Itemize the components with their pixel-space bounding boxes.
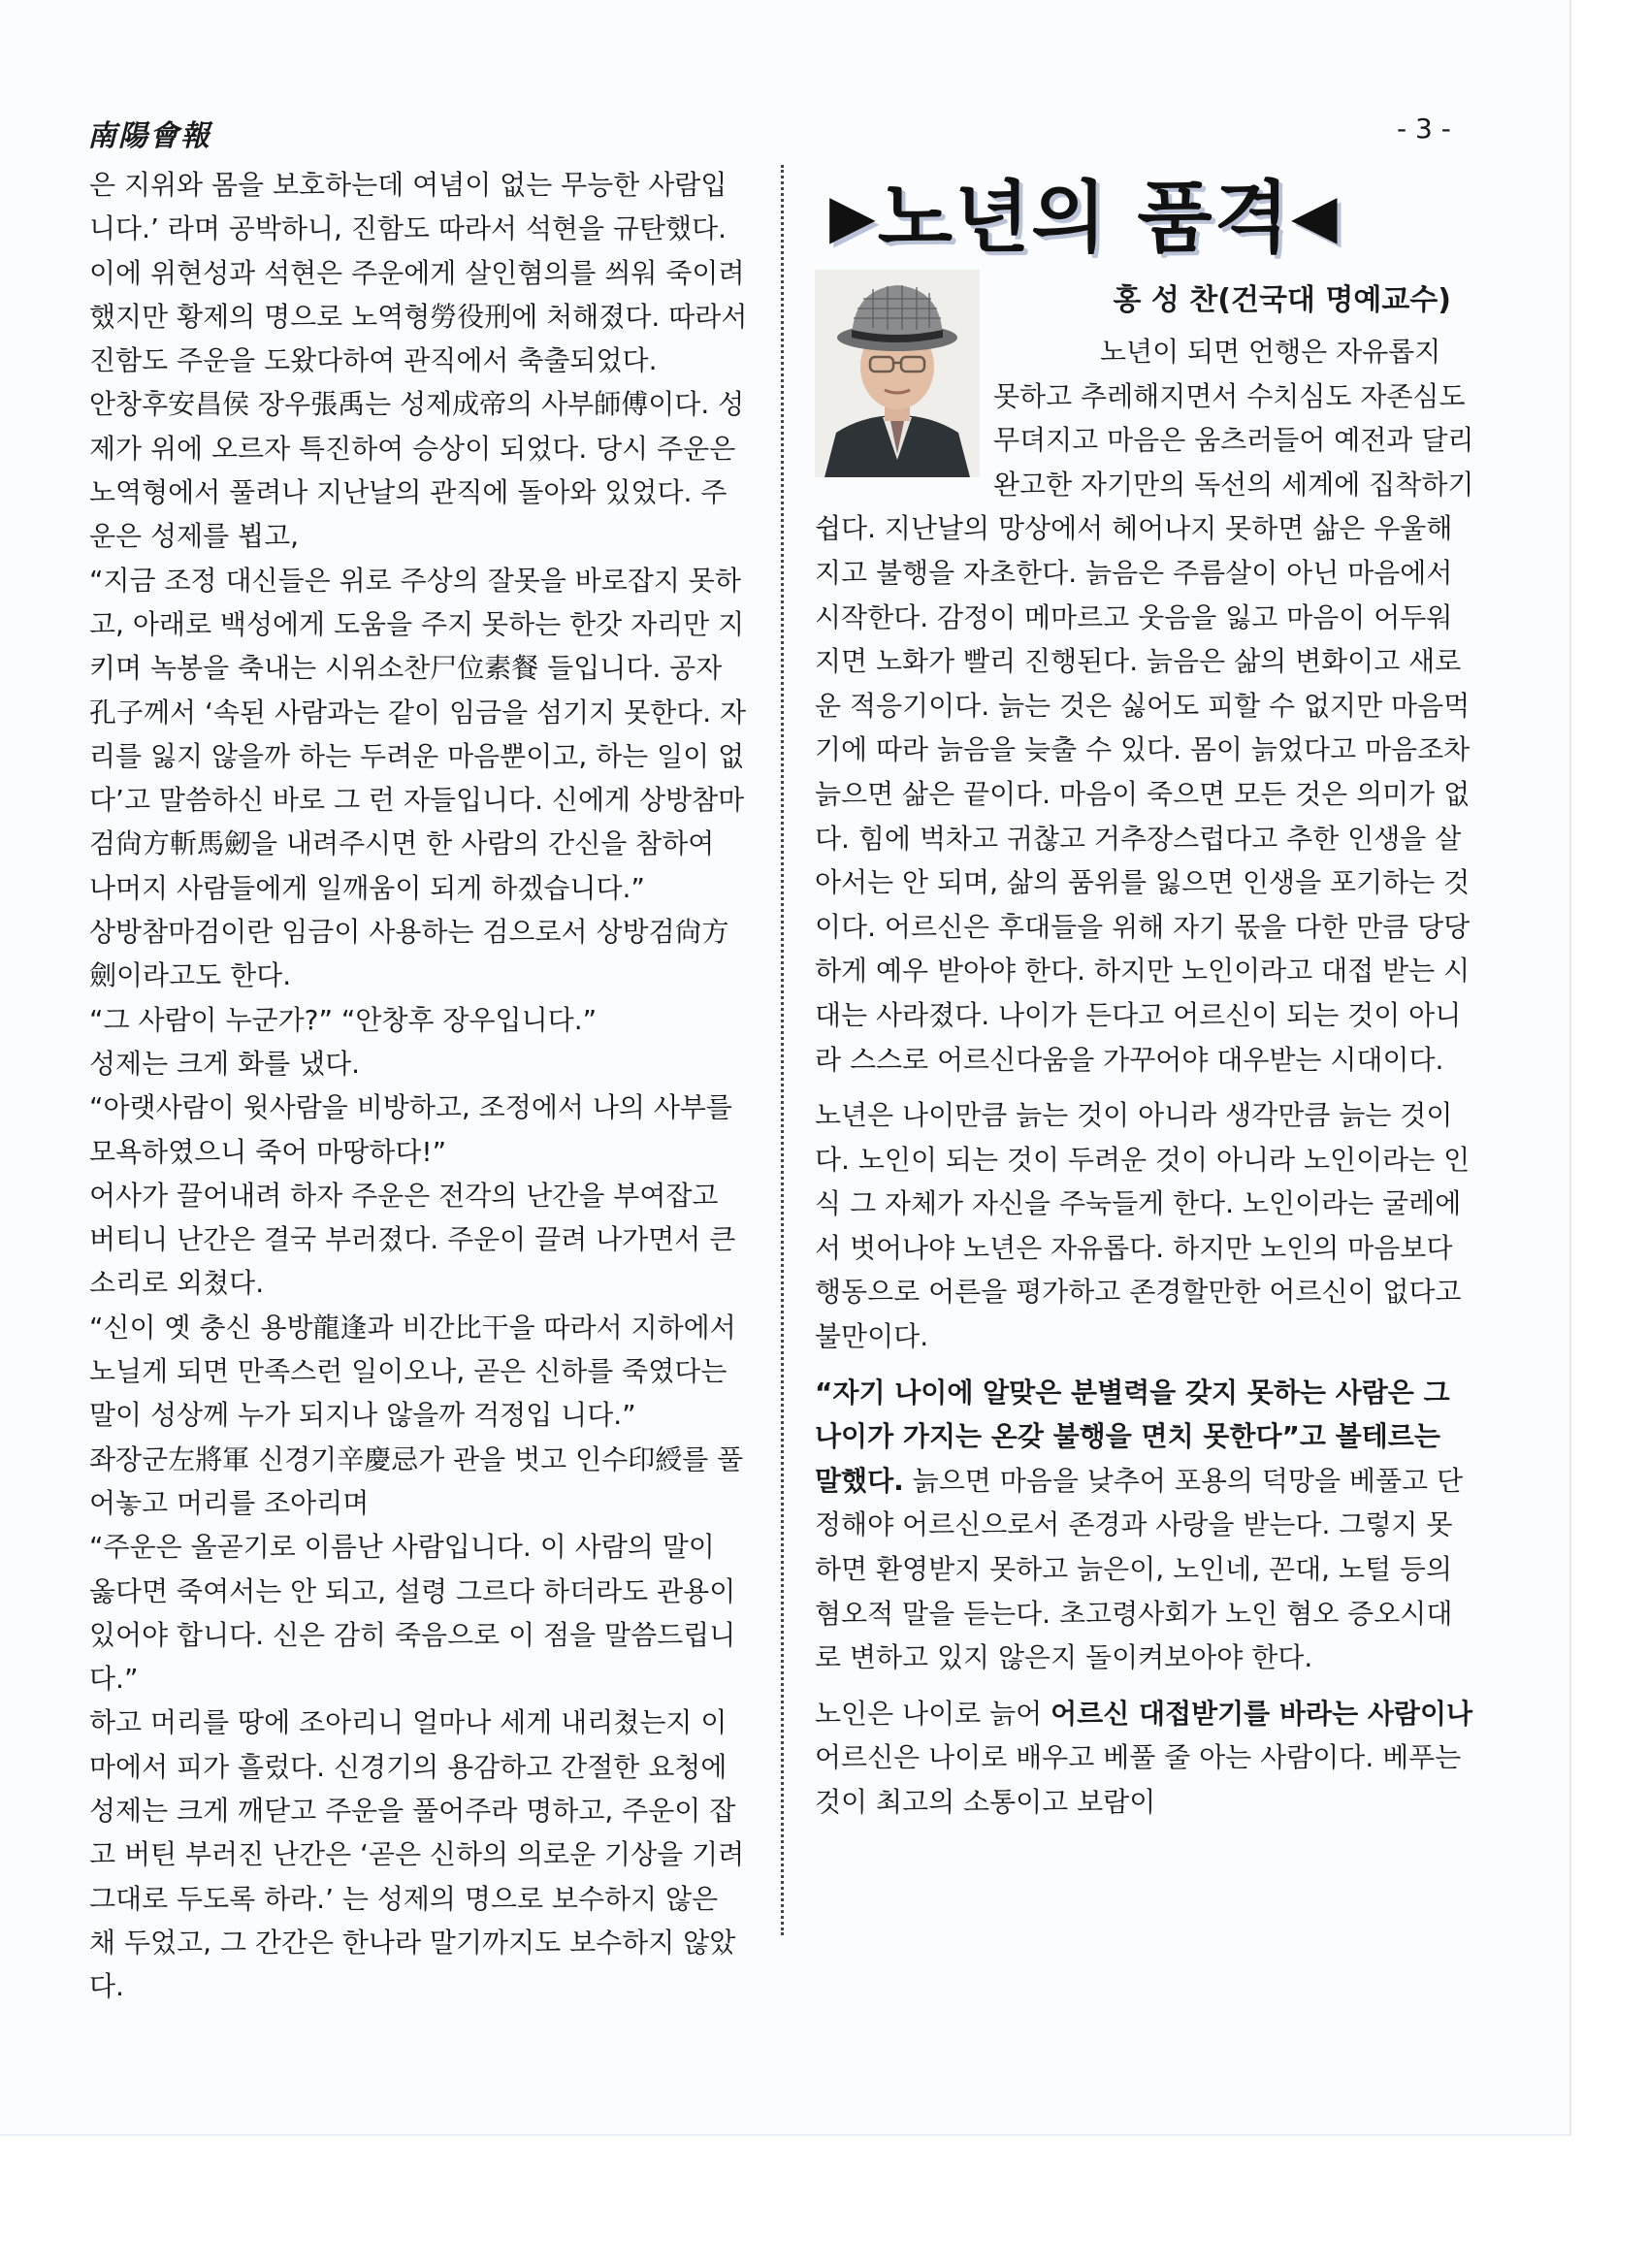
article-paragraph: 노년은 나이만큼 늙는 것이 아니라 생각만큼 늙는 것이다. 노인이 되는 것이 두려운 것이 아니라 노인이라는 인식 그 자체가 자신을 주눅들게 한다. 노인이라는 굴레에서 벗어나야 노년은 자유롭다. 하지만 노인의 마음보다 행동으로 어른을 평가하고 존경할만한 어르신이 없다고 불만이다. xyxy=(815,1099,1471,1353)
article-paragraph-text: 어르신은 나이로 배우고 베풀 줄 아는 사람이다. 베푸는 것이 최고의 소통이고 보람이 xyxy=(815,1741,1462,1818)
article-paragraph: 노년이 되면 언행은 자유롭지 못하고 추레해지면서 수치심도 자존심도 무뎌지고 마음은 움츠러들어 예전과 달리 완고한 자기만의 독선의 세계에 집착하기 쉽다. 지난날의 망상에서 헤어나지 못하면 삶은 우울해지고 불행을 자초한다. 늙음은 주름살이 아닌 마음에서 시작한다. 감정이 메마르고 웃음을 잃고 마음이 어두워지면 노화가 빨리 진행된다. 늙음은 삶의 변화이고 새로운 적응기이다. 늙는 것은 싫어도 피할 수 없지만 마음먹기에 따라 늙음을 늦출 수 있다. 몸이 늙었다고 마음조차 늙으면 삶은 끝이다. 마음이 죽으면 모든 것은 의미가 없다. 힘에 벅차고 귀찮고 거추장스럽다고 추한 인생을 살아서는 안 되며, 삶의 품위를 잃으면 인생을 포기하는 것이다. 어르신은 후대들을 위해 자기 몫을 다한 만큼 당당하게 예우 받아야 한다. 하지만 노인이라고 대접 받는 시대는 사라졌다. 나이가 든다고 어르신이 되는 것이 아니라 스스로 어르신다움을 가꾸어야 대우받는 시대이다. xyxy=(815,336,1474,1076)
voltaire-quote: “자기 나이에 알맞은 분별력을 갖지 못하는 사람은 그 나이가 가지는 온갖 불행을 면치 못한다”고 볼테르는 말했다. xyxy=(815,1376,1450,1497)
author-byline: 홍 성 찬(건국대 명예교수) xyxy=(1113,283,1451,317)
right-arrow-icon: ▶ xyxy=(829,180,878,251)
left-column xyxy=(89,163,749,2008)
left-paragraph: 안창후安昌侯 장우張禹는 성제成帝의 사부師傅이다. 성제가 위에 오르자 특진하여 승상이 되었다. 당시 주운은 노역형에서 풀려나 지난날의 관직에 돌아와 있었다. 주운은 성제를 뵙고, xyxy=(89,388,745,553)
left-paragraph: 성제는 크게 화를 냈다. xyxy=(89,1047,361,1080)
left-paragraph: “주운은 올곧기로 이름난 사람입니다. 이 사람의 말이 옳다면 죽여서는 안 되고, 설령 그르다 하더라도 관용이 있어야 합니다. 신은 감히 죽음으로 이 점을 말씀드립니다.” xyxy=(89,1531,736,1696)
left-paragraph: “아랫사람이 윗사람을 비방하고, 조정에서 나의 사부를 모욕하였으니 죽어 마땅하다!” xyxy=(89,1091,732,1168)
article-quote-paragraph xyxy=(815,1371,1474,1680)
left-paragraph: 하고 머리를 땅에 조아리니 얼마나 세게 내리쳤는지 이마에서 피가 흘렀다. 신경기의 용감하고 간절한 요청에 성제는 크게 깨닫고 주운을 풀어주라 명하고, 주운이 잡고 버틴 부러진 난간은 ‘곧은 신하의 의로운 기상을 기려 그대로 두도록 하라.’ 는 성제의 명으로 보수하지 않은 채 두었고, 그 간간은 한나라 말기까지도 보수하지 않았다. xyxy=(89,1706,745,2003)
article-paragraph-text: 늙으면 마음을 낮추어 포용의 덕망을 베풀고 단정해야 어르신으로서 존경과 사랑을 받는다. 그렇지 못하면 환영받지 못하고 늙은이, 노인네, 꼰대, 노털 등의 혐오적 말을 듣는다. 초고령사회가 노인 혐오 증오시대로 변하고 있지 않은지 돌이켜보아야 한다. xyxy=(815,1464,1463,1674)
author-portrait-image xyxy=(815,270,980,477)
newsletter-masthead: 南陽會報 xyxy=(87,119,211,153)
left-paragraph: “지금 조정 대신들은 위로 주상의 잘못을 바로잡지 못하고, 아래로 백성에게 도움을 주지 못하는 한갓 자리만 지키며 녹봉을 축내는 시위소찬尸位素餐 들입니다. 공자孔子께서 ‘속된 사람과는 같이 임금을 섬기지 못한다. 자리를 잃지 않을까 하는 두려운 마음뿐이고, 하는 일이 없다’고 말씀하신 바로 그 런 자들입니다. 신에게 상방참마검尙方斬馬劒을 내려주시면 한 사람의 간신을 참하여 나머지 사람들에게 일깨움이 되게 하겠습니다.” xyxy=(89,564,747,904)
article-column xyxy=(815,155,1474,1825)
left-paragraph: 어사가 끌어내려 하자 주운은 전각의 난간을 부여잡고 버티니 난간은 결국 부러졌다. 주운이 끌려 나가면서 큰 소리로 외쳤다. xyxy=(89,1179,736,1300)
left-paragraph: “신이 옛 충신 용방龍逢과 비간比干을 따라서 지하에서 노닐게 되면 만족스런 일이오나, 곧은 신하를 죽였다는 말이 성상께 누가 되지나 않을까 걱정입 니다.” xyxy=(89,1311,736,1432)
emphasized-text: 어르신 대접받기를 바라는 사람이나 xyxy=(1051,1697,1473,1730)
article-paragraph-text: 노인은 나이로 늙어 xyxy=(815,1697,1051,1730)
left-paragraph: 좌장군左將軍 신경기辛慶忌가 관을 벗고 인수印綬를 풀어놓고 머리를 조아리며 xyxy=(89,1442,744,1519)
left-paragraph: 은 지위와 몸을 보호하는데 여념이 없는 무능한 사람입니다.’ 라며 공박하니, 진함도 따라서 석현을 규탄했다. 이에 위현성과 석현은 주운에게 살인혐의를 씌워 죽이려 했지만 황제의 명으로 노역형勞役刑에 처해졌다. 따라서 진함도 주운을 도왔다하여 관직에서 축출되었다. xyxy=(89,169,748,377)
page-number: - 3 - xyxy=(1397,113,1451,145)
article-title-text: 노년의 품격 xyxy=(877,173,1291,263)
article-paragraph xyxy=(815,1692,1474,1825)
left-arrow-icon: ◀ xyxy=(1290,180,1340,251)
article-body xyxy=(815,330,1474,1825)
column-divider xyxy=(781,165,784,1935)
author-photo xyxy=(815,270,980,477)
left-paragraph: “그 사람이 누군가?” “안창후 장우입니다.” xyxy=(89,1003,598,1036)
article-title xyxy=(829,155,1340,267)
left-paragraph: 상방참마검이란 임금이 사용하는 검으로서 상방검尙方劍이라고도 한다. xyxy=(89,916,729,992)
article-title-block xyxy=(815,155,1474,262)
